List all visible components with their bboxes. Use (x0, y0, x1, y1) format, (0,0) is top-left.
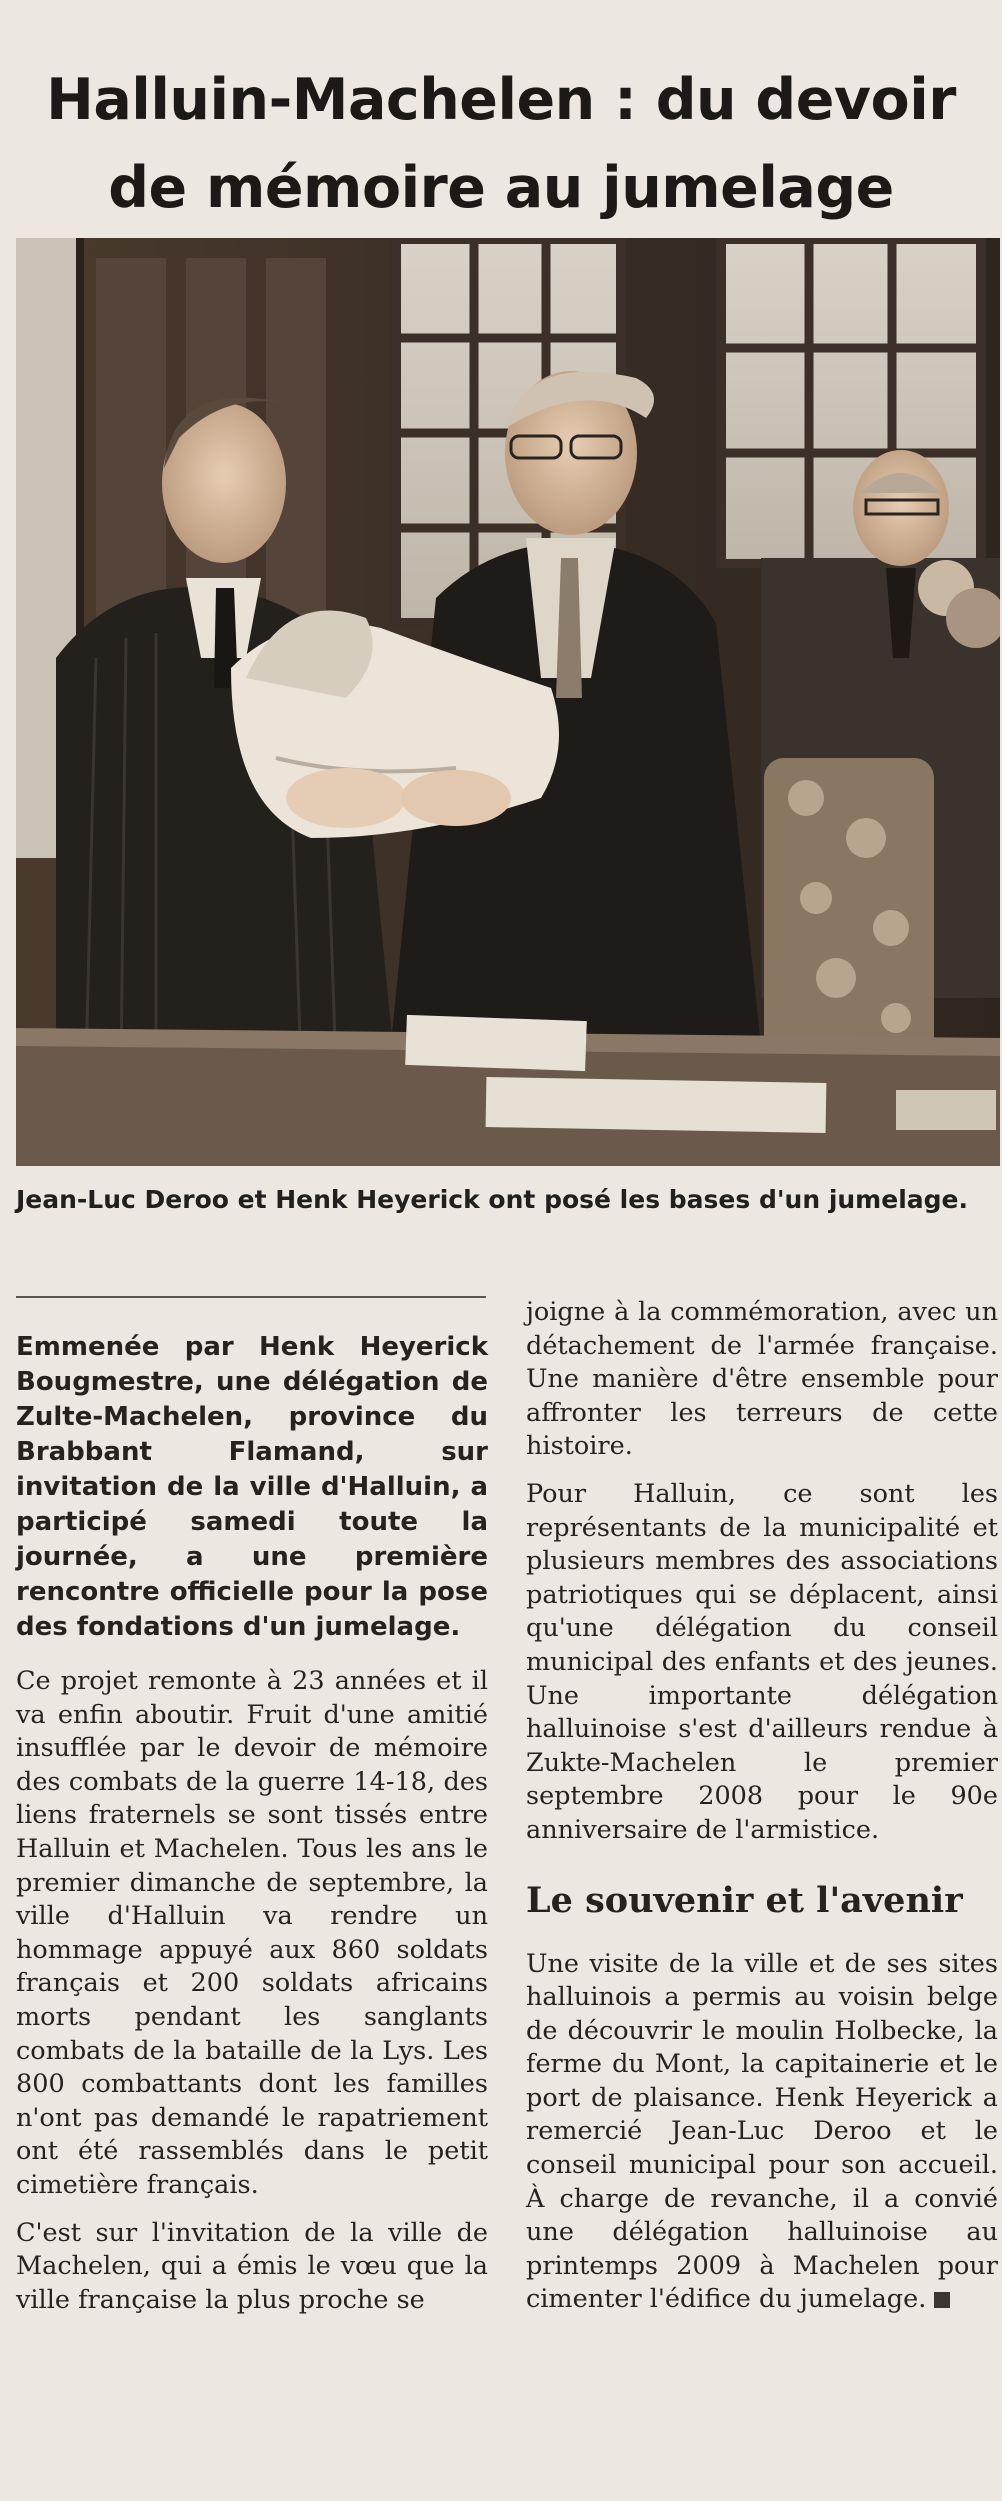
article-paragraph (526, 1948, 998, 2318)
article-column-right (526, 1296, 998, 2501)
article-paragraph: C'est sur l'invitation de la ville de Machelen, qui a émis le vœu que la ville française la plus proche se (16, 2217, 488, 2315)
article-paragraph: Ce projet remonte à 23 années et il va enfin aboutir. Fruit d'une amitié insufflée par le devoir de mémoire des combats de la guerre 14-18, des liens fraternels se sont tissés entre Halluin et Machelen. Tous les ans le premier dimanche de septembre, la ville d'Halluin va rendre un hommage appuyé aux 860 soldats français et 200 soldats africains morts pendant les sanglants combats de la bataille de la Lys. Les 800 combattants dont les familles n'ont pas demandé le rapatriement ont été rassemblés dans le petit cimetière français. (16, 1666, 488, 2200)
article-lead: Emmenée par Henk Heyerick Bougmestre, une délégation de Zulte-Machelen, province du Brabbant Flamand, sur invitation de la ville d'Halluin, a participé samedi toute la journée, a une première rencontre officielle pour la pose des fondations d'un jumelage. (16, 1332, 488, 1642)
article-paragraph: Pour Halluin, ce sont les représentants de la municipalité et plusieurs membres des associations patriotiques qui se déplacent, ainsi qu'une délégation du conseil municipal des enfants et des jeunes. Une importante délégation halluinoise s'est d'ailleurs rendue à Zukte-Machelen le premier septembre 2008 pour le 90e anniversaire de l'armistice. (526, 1478, 998, 1845)
article-paragraph: joigne à la commémoration, avec un détachement de l'armée française. Une manière d'être ensemble pour affronter les terreurs de cette histoire. (526, 1297, 998, 1462)
article-headline: Halluin-Machelen : du devoir de mémoire au jumelage (46, 67, 956, 222)
article-subheading: Le souvenir et l'avenir (526, 1879, 963, 1921)
photo-caption: Jean-Luc Deroo et Henk Heyerick ont posé les bases d'un jumelage. (16, 1185, 968, 1214)
end-of-article-mark (934, 2292, 950, 2308)
column-divider-rule (16, 1296, 486, 1298)
article-column-left (16, 1300, 488, 2501)
article-photo (16, 238, 1000, 1166)
article-paragraph-text: Une visite de la ville et de ses sites halluinois a permis au voisin belge de découvrir le moulin Holbecke, la ferme du Mont, la capitainerie et le port de plaisance. Henk Heyerick a remercié Jean-Luc Deroo et le conseil municipal pour son accueil. À charge de revanche, il a convié une délégation halluinoise au printemps 2009 à Machelen pour cimenter l'édifice du jumelage. (526, 1948, 998, 2315)
